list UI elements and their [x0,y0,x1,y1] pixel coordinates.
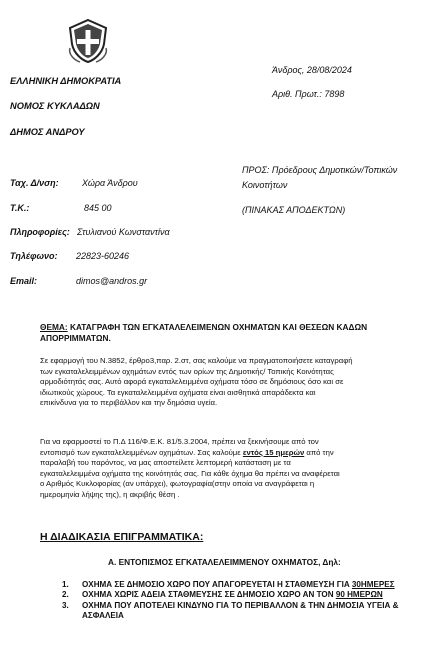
org-line-prefecture: ΝΟΜΟΣ ΚΥΚΛΑΔΩΝ [10,101,100,111]
paragraph-1 [40,356,430,409]
subject-line-1: ΚΑΤΑΓΡΑΦΗ ΤΩΝ ΕΓΚΑΤΑΛΕΛΕΙΜΕΝΩΝ ΟΧΗΜΑΤΩΝ ΚΑΙ ΘΕΣΕΩΝ ΚΑΔΩΝ [69,322,368,332]
org-line-republic: ΕΛΛΗΝΙΚΗ ΔΗΜΟΚΡΑΤΙΑ [10,76,122,86]
procedure-subheading: Α. ΕΝΤΟΠΙΣΜΟΣ ΕΓΚΑΤΑΛΕΛΕΙΜΜΕΝΟΥ ΟΧΗΜΑΤΟΣ, Δηλ: [108,557,341,567]
paragraph-1-line: ιδιωτικούς χώρους. Τα εγκαταλελειμμένα οχήματα είναι αισθητικά απαράδεκτα και [40,387,316,397]
phone-value: 22823-60246 [76,251,130,261]
paragraph-1-line: των εγκαταλελειμμένων οχημάτων εντός των ορίων της Δημοτικής/ Τοπικής Κοινότητας [40,366,334,376]
procedure-heading: Η ΔΙΑΔΙΚΑΣΙΑ ΕΠΙΓΡΑΜΜΑΤΙΚΑ: [40,531,204,543]
recipient-line-3: (ΠΙΝΑΚΑΣ ΑΠΟΔΕΚΤΩΝ) [242,205,346,215]
subject-label: ΘΕΜΑ: [40,322,68,332]
greek-emblem-icon [66,18,110,64]
paragraph-1-line: Σε εφαρμογή του Ν.3852, έρθρο3,παρ. 2.στ, σας καλούμε να πραγματοποιήσετε καταγραφή [40,356,353,365]
org-line-municipality: ΔΗΜΟΣ ΑΝΔΡΟΥ [10,127,85,137]
address-value: Χώρα Άνδρου [82,178,138,188]
recipient-line-1: ΠΡΟΣ: Πρόεδρους Δημοτικών/Τοπικών [242,165,398,175]
paragraph-2 [40,437,430,501]
list-item: 3. ΟΧΗΜΑ ΠΟΥ ΑΠΟΤΕΛΕΙ ΚΙΝΔΥΝΟ ΓΙΑ ΤΟ ΠΕΡΙΒΑΛΛΟΝ & ΤΗΝ ΔΗΜΟΣΙΑ ΥΓΕΙΑ & ΑΣΦΑΛΕΙΑ [62,600,399,621]
address-label: Ταχ. Δ/νση: [10,178,59,188]
procedure-list [62,580,428,622]
paragraph-2-line: εντοπισμό των εγκαταλελειμμένων οχημάτων. Σας καλούμε εντός 15 ημερών από την [40,447,334,457]
list-item: 2. ΟΧΗΜΑ ΧΩΡΙΣ ΑΔΕΙΑ ΣΤΑΘΜΕΥΣΗΣ ΣΕ ΔΗΜΟΣΙΟ ΧΩΡΟ ΑΝ ΤΟΝ 90 ΗΜΕΡΩΝ [62,590,383,600]
list-item: 1. ΟΧΗΜΑ ΣΕ ΔΗΜΟΣΙΟ ΧΩΡΟ ΠΟΥ ΑΠΑΓΟΡΕΥΕΤΑΙ Η ΣΤΑΘΜΕΥΣΗ ΓΙΑ 30ΗΜΕΡΕΣ [62,580,395,589]
paragraph-2-line: παραλαβή του παρόντος, να μας αποστείλετε λεπτομερή κατάσταση με τα [40,458,291,468]
zip-value: 845 00 [84,203,112,213]
paragraph-2-line: Για να εφαρμοστεί το Π.Δ 116/Φ.Ε.Κ. 81/5.3.2004, πρέπει να ξεκινήσουμε από τον [40,437,319,446]
paragraph-1-line: αρμοδιότητάς σας. Αυτό αφορά εγκαταλελειμμένα οχήματα τόσο σε δημόσιους όσο και σε [40,377,344,387]
paragraph-2-line: εγκαταλελειμμένα οχήματα της κοινότητάς σας. Για κάθε όχημα θα πρέπει να αναφέρεται [40,468,340,478]
phone-label: Τηλέφωνο: [10,251,58,261]
recipient-line-2: Κοινοτήτων [242,180,288,190]
subject-line-2: ΑΠΟΡΡΙΜΜΑΤΩΝ. [40,333,111,343]
protocol-number: Αριθ. Πρωτ.: 7898 [272,89,345,99]
info-value: Στυλιανού Κωνσταντίνα [77,227,170,237]
deadline-emphasis: εντός 15 ημερών [242,447,305,457]
subject [40,322,420,344]
paragraph-1-line: επικίνδυνα για το περιβάλλον και την δημόσια υγεία. [40,398,218,408]
email-value: dimos@andros.gr [76,276,148,286]
paragraph-2-line: ημερομηνία λήψης της), η ακριβής θέση . [40,489,180,499]
email-label: Email: [10,276,38,286]
zip-label: Τ.Κ.: [10,203,30,213]
info-label: Πληροφορίες: [10,227,70,237]
place-date: Άνδρος, 28/08/2024 [272,65,352,75]
paragraph-2-line: ο Αριθμός Κυκλοφορίας (αν υπάρχει), φωτογραφία(στην οποία να αναγράφεται η [40,479,315,489]
